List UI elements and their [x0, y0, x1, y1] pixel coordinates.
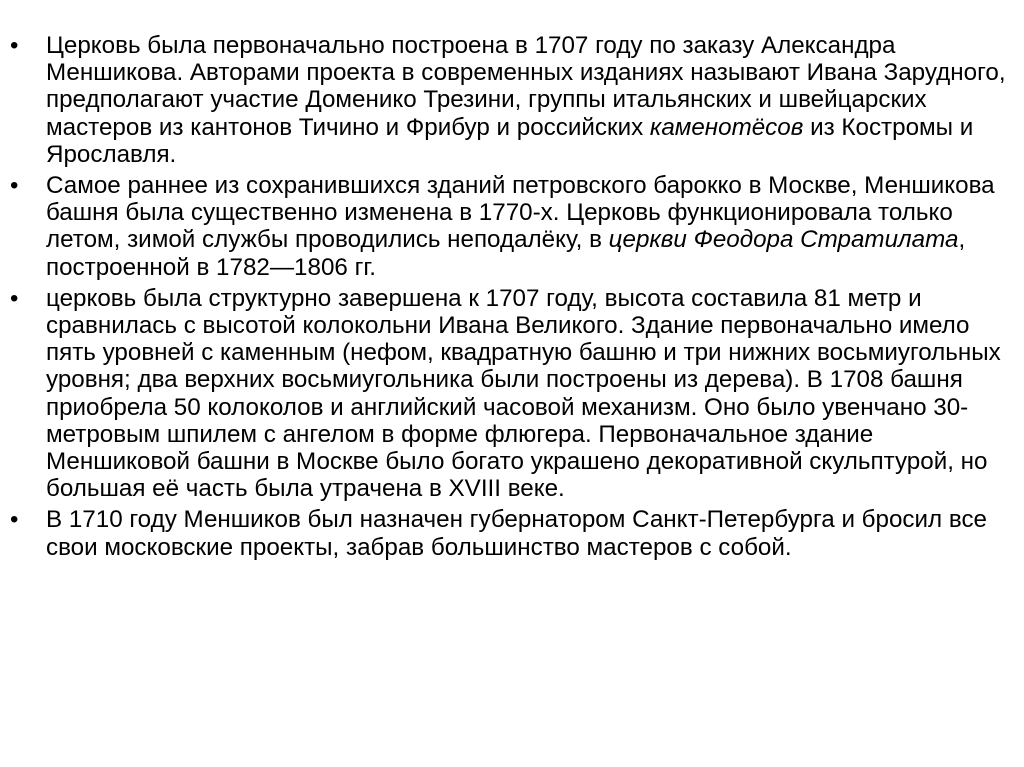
text-segment: Церковь была первоначально построена в 1707 году по заказу Александра Меншикова. Авторами проекта в современных изданиях называют Ивана Зарудного, предполагают участие Доменико Трезини, группы итальянских и швейцарских мастеров из кантонов Тичино и Фрибур и российских	[46, 32, 1006, 141]
bullet-item-3	[0, 285, 1024, 503]
text-segment: церковь была структурно завершена к 1707 году, высота составила 81 метр и сравнилась с высотой колокольни Ивана Великого. Здание первоначально имело пять уровней с каменным (нефом, квадратную башню и три нижних восьмиугольных уровня; два верхних восьмиугольника были построены из дерева). В 1708 башня приобрела 50 колоколов и английский часовой механизм. Оно было увенчано 30-метровым шпилем с ангелом в форме флюгера. Первоначальное здание Меншиковой башни в Москве было богато украшено декоративной скульптурой, но большая её часть была утрачена в XVIII веке.	[46, 284, 1001, 503]
bullet-text	[46, 506, 987, 560]
bullet-list	[0, 32, 1024, 565]
text-segment: из Костромы и Ярославля.	[46, 113, 974, 168]
bullet-text	[46, 32, 1006, 168]
text-segment: В 1710 году Меншиков был назначен губернатором Санкт-Петербурга и бросил все свои московские проекты, забрав большинство мастеров с собой.	[46, 506, 987, 561]
bullet-item-4	[0, 506, 1024, 560]
text-segment: , построенной в 1782—1806 гг.	[46, 226, 966, 281]
bullet-item-2	[0, 172, 1024, 281]
bullet-item-1	[0, 32, 1024, 168]
italic-term-stonemasons: каменотёсов	[649, 113, 804, 141]
bullet-point-icon: •	[10, 284, 19, 312]
text-segment: Самое раннее из сохранившихся зданий петровского барокко в Москве, Меншикова башня была существенно изменена в 1770-х. Церковь функционировала только летом, зимой службы проводились неподалёку, в	[46, 172, 995, 254]
bullet-point-icon: •	[10, 506, 19, 534]
bullet-text	[46, 285, 1001, 502]
bullet-point-icon: •	[10, 32, 19, 59]
bullet-point-icon: •	[10, 172, 19, 200]
italic-term-church-name: церкви Феодора Стратилата	[608, 226, 959, 254]
bullet-text	[46, 172, 995, 281]
